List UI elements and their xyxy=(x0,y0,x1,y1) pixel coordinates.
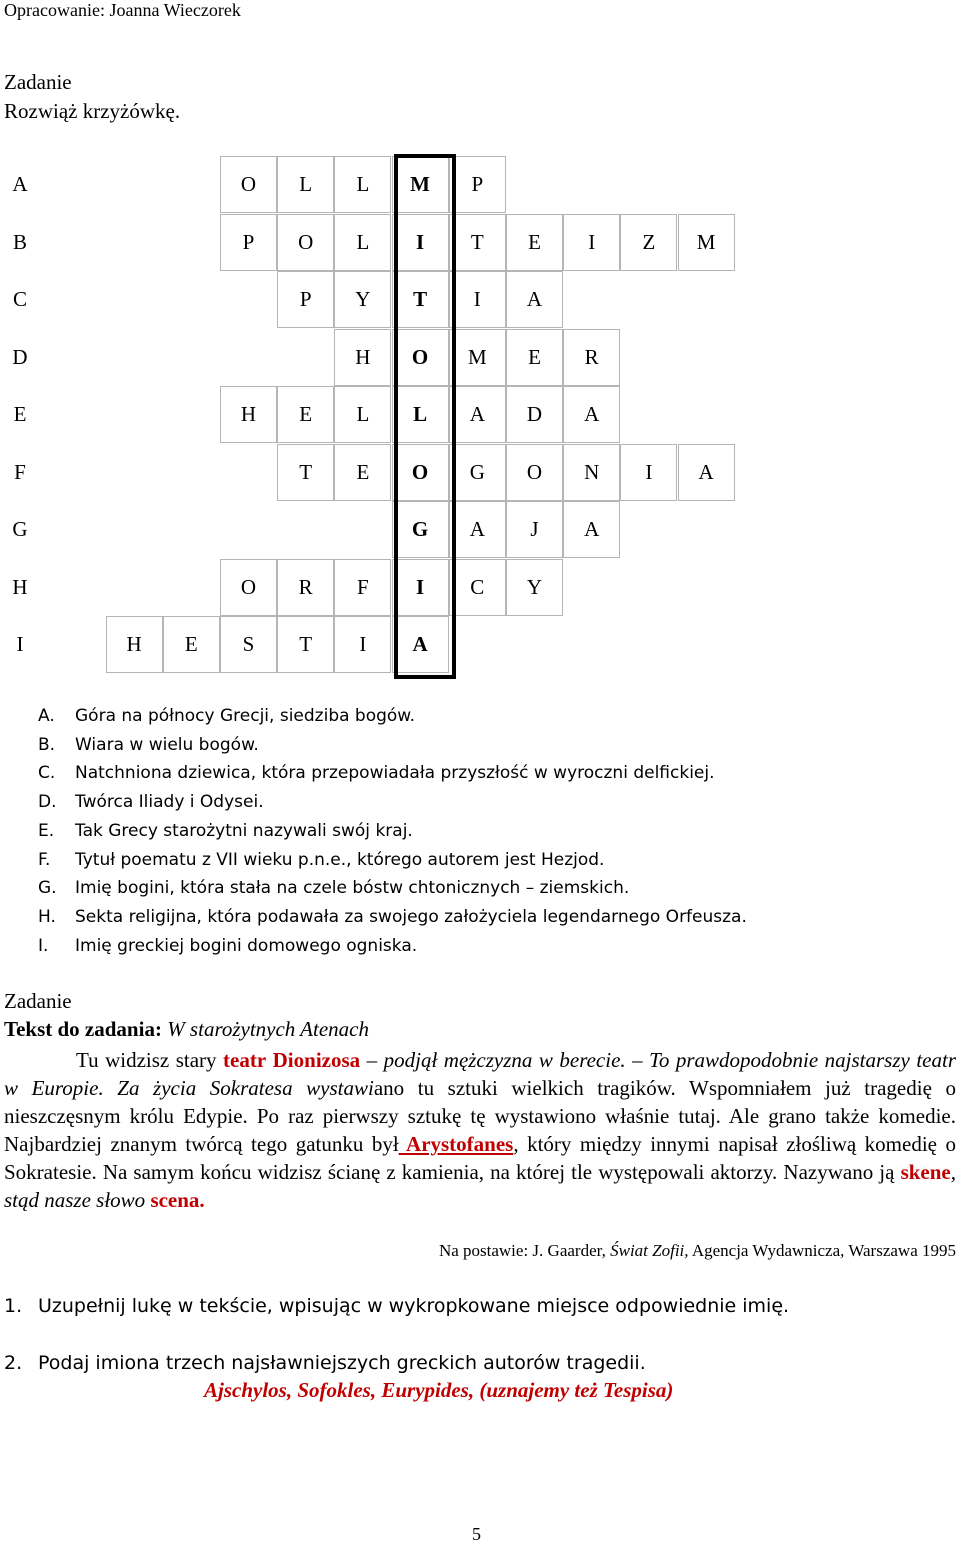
crossword-row-label: I xyxy=(16,632,24,656)
clue-letter: E. xyxy=(38,820,55,841)
clue-letter: G. xyxy=(38,878,57,899)
task1-title: Zadanie xyxy=(4,70,72,94)
crossword-cell: E xyxy=(506,214,563,271)
clue-text: Twórca Iliady i Odysei. xyxy=(75,792,264,813)
crossword-cell: I xyxy=(392,214,449,271)
crossword-cell: D xyxy=(506,386,563,443)
question-2 xyxy=(4,1352,646,1374)
clue-letter: B. xyxy=(38,734,56,755)
clue-letter: D. xyxy=(38,792,57,813)
source-title: Świat Zofii, xyxy=(610,1241,689,1260)
crossword-cell: O xyxy=(220,156,277,213)
crossword-cell: O xyxy=(392,329,449,386)
clue-text: Sekta religijna, która podawała za swojego założyciela legendarnego Orfeusza. xyxy=(75,906,747,927)
crossword-cell: M xyxy=(678,214,735,271)
text-label: Tekst do zadania: xyxy=(4,1017,162,1041)
crossword-cell: C xyxy=(449,559,506,616)
crossword-cell: A xyxy=(449,501,506,558)
clue-item xyxy=(38,706,415,726)
crossword-cell: I xyxy=(334,616,391,673)
text-title: W starożytnych Atenach xyxy=(167,1017,369,1041)
crossword-cell: L xyxy=(334,156,391,213)
crossword-cell: P xyxy=(277,271,334,328)
answer-arystofanes: Arystofanes xyxy=(398,1132,514,1156)
clue-item xyxy=(38,792,264,812)
clue-item xyxy=(38,936,417,956)
passage-part-1: Tu widzisz stary xyxy=(76,1048,224,1072)
highlight-scena: scena. xyxy=(150,1188,205,1212)
crossword-row-label: H xyxy=(12,574,28,599)
crossword-cell: R xyxy=(563,329,620,386)
clue-text: Natchniona dziewica, która przepowiadała przyszłość w wyroczni delfickiej. xyxy=(75,763,715,784)
clue-text: Imię bogini, która stała na czele bóstw chtonicznych – ziemskich. xyxy=(75,878,630,899)
question-text: Podaj imiona trzech najsławniejszych greckich autorów tragedii. xyxy=(38,1352,646,1374)
answer-2: Ajschylos, Sofokles, Eurypides, (uznajemy też Tespisa) xyxy=(204,1378,674,1402)
task2-text-heading xyxy=(4,1017,369,1042)
crossword-cell: R xyxy=(277,559,334,616)
crossword-cell: O xyxy=(220,559,277,616)
crossword-cell: I xyxy=(449,271,506,328)
clue-text: Wiara w wielu bogów. xyxy=(75,734,259,755)
crossword-cell: N xyxy=(563,444,620,501)
crossword-cell: F xyxy=(334,559,391,616)
clue-text: Imię greckiej bogini domowego ogniska. xyxy=(75,935,418,956)
passage-part-5: , stąd nasze słowo xyxy=(4,1160,956,1212)
question-number: 2. xyxy=(4,1352,23,1374)
crossword-cell: A xyxy=(678,444,735,501)
clue-letter: H. xyxy=(38,906,56,927)
clue-item xyxy=(38,735,259,755)
crossword-cell: O xyxy=(506,444,563,501)
passage xyxy=(4,1046,956,1214)
crossword-cell: T xyxy=(277,444,334,501)
clue-text: Tak Grecy starożytni nazywali swój kraj. xyxy=(75,820,413,841)
crossword-cell: A xyxy=(563,386,620,443)
crossword-cell: E xyxy=(163,616,220,673)
crossword-cell: A xyxy=(392,616,449,673)
crossword-row-label: E xyxy=(13,402,27,426)
clue-item xyxy=(38,878,629,898)
crossword-cell: P xyxy=(220,214,277,271)
clue-letter: C. xyxy=(38,763,56,784)
crossword-cell: O xyxy=(277,214,334,271)
clue-letter: F. xyxy=(38,849,51,870)
crossword-cell: J xyxy=(506,501,563,558)
crossword-cell: I xyxy=(392,559,449,616)
clue-letter: I. xyxy=(38,935,49,956)
crossword-cell: G xyxy=(449,444,506,501)
source-prefix: Na postawie: J. Gaarder, xyxy=(438,1241,611,1260)
crossword-cell: H xyxy=(106,616,163,673)
crossword-cell: E xyxy=(506,329,563,386)
crossword-row-label: G xyxy=(12,517,28,541)
clue-item xyxy=(38,821,413,841)
crossword-cell: H xyxy=(334,329,391,386)
page-number: 5 xyxy=(472,1524,481,1544)
clue-text: Tytuł poematu z VII wieku p.n.e., którego autorem jest Hezjod. xyxy=(75,849,605,870)
crossword-cell: A xyxy=(563,501,620,558)
crossword-cell: H xyxy=(220,386,277,443)
crossword-cell: M xyxy=(392,156,449,213)
clue-text: Góra na północy Grecji, siedziba bogów. xyxy=(75,706,416,726)
crossword-row-label: D xyxy=(12,344,28,369)
crossword-cell: G xyxy=(392,501,449,558)
crossword-cell: S xyxy=(220,616,277,673)
crossword-cell: Z xyxy=(620,214,677,271)
highlight-skene: skene xyxy=(900,1160,951,1184)
task1-instruction: Rozwiąż krzyżówkę. xyxy=(4,99,181,123)
source-suffix: Agencja Wydawnicza, Warszawa 1995 xyxy=(688,1241,956,1260)
crossword-cell: L xyxy=(277,156,334,213)
task2-title: Zadanie xyxy=(4,989,72,1013)
crossword-row-label: C xyxy=(12,287,27,311)
crossword-cell: E xyxy=(277,386,334,443)
clue-item xyxy=(38,850,604,870)
crossword-cell: A xyxy=(449,386,506,443)
crossword-row-label: F xyxy=(14,459,26,484)
crossword-cell: Y xyxy=(334,271,391,328)
highlight-dionizosa: Dionizosa xyxy=(272,1048,361,1072)
passage-part-3: ano tu sztuki wielkich tragików. Wspomniałem już tragedię o nieszczęsnym królu Edypie. Po raz pierwszy sztukę tę wystawiono właśnie tutaj. Ale grano także komedie. Najbardziej znanym twórcą tego gatunku był xyxy=(4,1076,956,1156)
source-note xyxy=(439,1241,956,1261)
crossword-row-label: A xyxy=(12,172,28,196)
passage-part-4: , który między innymi napisał złośliwą komedię o Sokratesie. Na samym końcu widzisz ścianę z kamienia, na której tle występowali aktorzy. Nazywano ją xyxy=(4,1132,956,1184)
crossword-cell: L xyxy=(334,214,391,271)
page-header: Opracowanie: Joanna Wieczorek xyxy=(4,0,241,20)
crossword-cell: A xyxy=(506,271,563,328)
crossword-cell: P xyxy=(449,156,506,213)
question-1 xyxy=(4,1295,789,1317)
crossword-cell: M xyxy=(449,329,506,386)
crossword-cell: E xyxy=(334,444,391,501)
crossword-cell: O xyxy=(392,444,449,501)
crossword-cell: I xyxy=(620,444,677,501)
crossword-cell: I xyxy=(563,214,620,271)
crossword-cell: L xyxy=(392,386,449,443)
clue-item xyxy=(38,907,747,927)
passage-part-2: – podjął mężczyzna w berecie. – To prawdopodobnie najstarszy teatr w Europie. Za życia Sokratesa wystawi xyxy=(4,1048,956,1100)
question-number: 1. xyxy=(4,1295,23,1317)
crossword-cell: Y xyxy=(506,559,563,616)
crossword-cell: T xyxy=(392,271,449,328)
question-text: Uzupełnij lukę w tekście, wpisując w wykropkowane miejsce odpowiednie imię. xyxy=(38,1295,790,1317)
crossword-cell: T xyxy=(277,616,334,673)
clue-letter: A. xyxy=(38,706,55,726)
crossword-row-label: B xyxy=(12,229,27,254)
crossword-cell: L xyxy=(334,386,391,443)
highlight-teatr: teatr xyxy=(223,1048,267,1072)
clue-item xyxy=(38,763,715,783)
crossword-cell: T xyxy=(449,214,506,271)
